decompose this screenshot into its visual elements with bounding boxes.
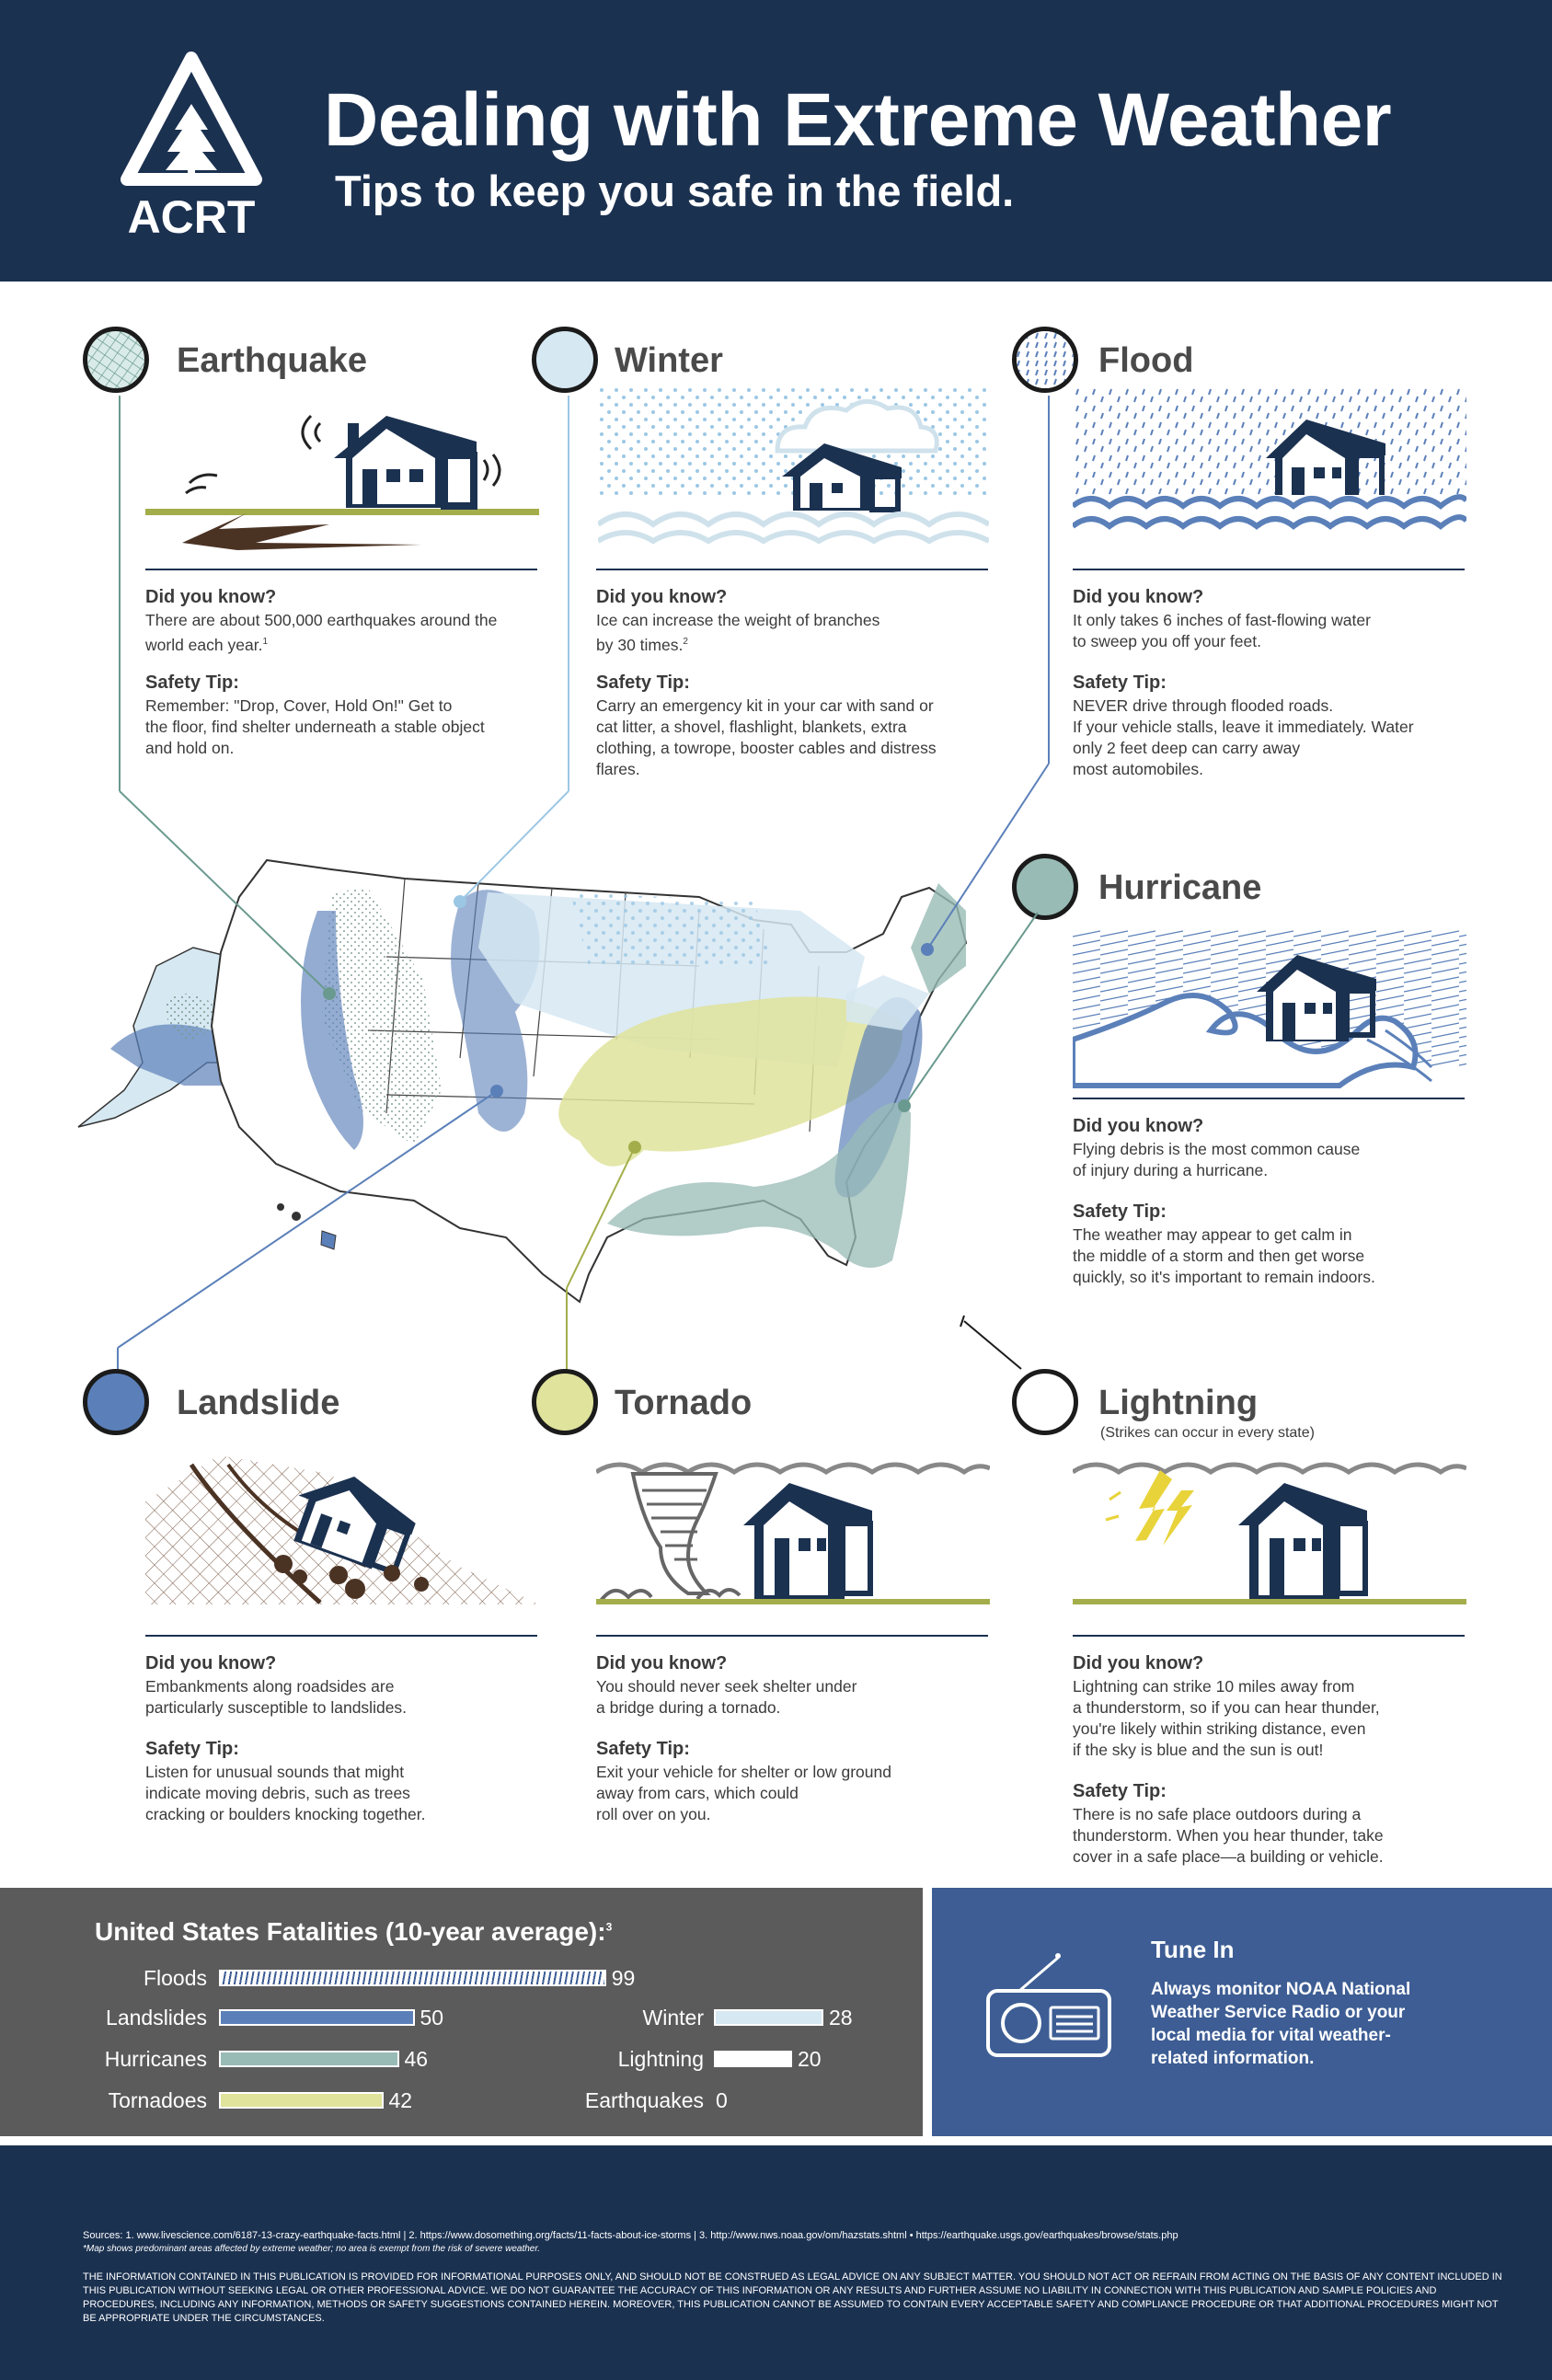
lightning-tip: There is no safe place outdoors during a thunderstorm. When you hear thunder, take cover in a safe place—a building or vehicle. [1073, 1805, 1384, 1866]
winter-fact: Ice can increase the weight of branches by 30 times.$^2$ [596, 611, 880, 654]
bar-label-floods: Floods [143, 1966, 207, 1990]
landslide-tip-label: Safety Tip: [145, 1739, 239, 1759]
bar-value-landslides: 50 [420, 2006, 444, 2029]
sources-text: Sources: 1. www.livescience.com/6187-13-crazy-earthquake-facts.html | 2. https://www.dosomething.org/facts/11-facts-about-ice-storms | 3. http://www.nws.noaa.gov/om/hazstats.shtml • https://earthquake.usgs.gov/earthquakes/browse/stats.php [83, 2230, 1178, 2241]
tune-in-text: Always monitor NOAA National Weather Service Radio or your local media for vital weather-related information. [1151, 1980, 1411, 2068]
landslide-badge-icon [83, 1369, 149, 1435]
tornado-tip: Exit your vehicle for shelter or low ground away from cars, which could roll over on you. [596, 1763, 891, 1823]
page-subtitle: Tips to keep you safe in the field. [335, 167, 1015, 215]
lightning-divider [1073, 1635, 1465, 1637]
bar-label-hurricanes: Hurricanes [104, 2047, 207, 2071]
radio-icon [983, 1939, 1121, 2068]
bar-value-tornadoes: 42 [388, 2088, 413, 2112]
bar-label-earthquakes: Earthquakes [584, 2088, 704, 2112]
hurricane-dyk-label: Did you know? [1073, 1116, 1204, 1136]
tornado-fact: You should never seek shelter under a bridge during a tornado. [596, 1677, 857, 1717]
bar-value-hurricanes: 46 [404, 2047, 429, 2071]
hurricane-fact: Flying debris is the most common cause of injury during a hurricane. [1073, 1140, 1361, 1179]
tornado-badge-icon [532, 1369, 598, 1435]
bar-floods [219, 1970, 606, 1986]
flood-title: Flood [1098, 341, 1194, 380]
map-note: *Map shows predominant areas affected by extreme weather; no area is exempt from the risk of severe weather. [83, 2244, 541, 2254]
landslide-title: Landslide [177, 1384, 340, 1422]
bar-label-tornadoes: Tornadoes [108, 2088, 207, 2112]
flood-tip: NEVER drive through flooded roads. If your vehicle stalls, leave it immediately. Water only 2 feet deep can carry away most automobiles. [1073, 696, 1414, 778]
lightning-dyk-label: Did you know? [1073, 1653, 1204, 1673]
bar-label-lightning: Lightning [617, 2047, 704, 2071]
landslide-house-icon [145, 1446, 539, 1607]
bar-hurricanes [219, 2051, 399, 2067]
tornado-title: Tornado [615, 1384, 753, 1422]
landslide-tip: Listen for unusual sounds that might indicate moving debris, such as trees cracking or boulders knocking together. [145, 1763, 426, 1823]
bar-value-earthquakes: 0 [716, 2088, 728, 2112]
landslide-fact: Embankments along roadsides are particularly susceptible to landslides. [145, 1677, 408, 1717]
flood-tip-label: Safety Tip: [1073, 673, 1167, 693]
earthquake-title: Earthquake [177, 341, 367, 380]
bar-tornadoes [219, 2092, 384, 2109]
tornado-tip-label: Safety Tip: [596, 1739, 690, 1759]
bar-value-winter: 28 [829, 2006, 853, 2029]
tornado-dyk-label: Did you know? [596, 1653, 728, 1673]
tune-in-title: Tune In [1151, 1936, 1235, 1963]
earthquake-tip-label: Safety Tip: [145, 673, 239, 693]
lightning-title: Lightning [1098, 1384, 1259, 1422]
disclaimer-text: THE INFORMATION CONTAINED IN THIS PUBLICATION IS PROVIDED FOR INFORMATIONAL PURPOSES ONLY, AND SHOULD NOT BE CONSTRUED AS LEGAL ADVICE ON ANY SUBJECT MATTER. YOU SHOULD NOT ACT OR REFRAIN FROM ACTING ON THE BASIS OF ANY CONTENT INCLUDED IN THIS PUBLICATION WITHOUT SEEKING LEGAL OR OTHER PROFESSIONAL ADVICE. WE DO NOT GUARANTEE THE ACCURACY OF THIS INFORMATION OR ANY RESULTS AND FURTHER ASSUME NO LIABILITY IN CONNECTION WITH THIS PUBLICATION AND SAMPLE POLICIES AND PROCEDURES, INCLUDING ANY INFORMATION, METHODS OR SAFETY SUGGESTIONS CONTAINED HEREIN. MOREOVER, THIS PUBLICATION CANNOT BE ASSUMED TO CONTAIN EVERY ACCEPTABLE SAFETY AND COMPLIANCE PROCEDURE OR THAT ADDITIONAL PROCEDURES MIGHT NOT BE APPROPRIATE UNDER THE CIRCUMSTANCES. [83, 2271, 1502, 2324]
bar-value-lightning: 20 [798, 2047, 822, 2071]
bar-winter [714, 2009, 823, 2026]
earthquake-dyk-label: Did you know? [145, 587, 277, 607]
bar-label-landslides: Landslides [106, 2006, 207, 2029]
landslide-dyk-label: Did you know? [145, 1653, 277, 1673]
lightning-house-icon [1073, 1454, 1466, 1615]
lightning-tip-label: Safety Tip: [1073, 1781, 1167, 1801]
winter-tip-label: Safety Tip: [596, 673, 690, 693]
winter-title: Winter [615, 341, 723, 380]
lightning-badge-icon [1012, 1369, 1078, 1435]
earthquake-fact: There are about 500,000 earthquakes around the world each year.$^1$ [145, 611, 498, 654]
logo-text: ACRT [127, 191, 256, 239]
bar-lightning [714, 2051, 792, 2067]
tornado-house-icon [596, 1454, 990, 1615]
winter-tip: Carry an emergency kit in your car with sand or cat litter, a shovel, flashlight, blankets, extra clothing, a towrope, booster cables and distress flares. [596, 696, 937, 778]
tornado-divider [596, 1635, 988, 1637]
flood-dyk-label: Did you know? [1073, 587, 1204, 607]
flood-fact: It only takes 6 inches of fast-flowing water to sweep you off your feet. [1073, 611, 1371, 650]
hurricane-tip: The weather may appear to get calm in the middle of a storm and then get worse quickly, so it's important to remain indoors. [1073, 1225, 1375, 1286]
landslide-divider [145, 1635, 537, 1637]
bar-landslides [219, 2009, 415, 2026]
fatalities-title: United States Fatalities (10-year average):$^3$ [95, 1917, 613, 1946]
lightning-fact: Lightning can strike 10 miles away from a thunderstorm, so if you can hear thunder, you're likely within striking distance, even if the sky is blue and the sun is out! [1073, 1677, 1380, 1759]
bar-label-winter: Winter [642, 2006, 704, 2029]
footer [0, 2145, 1552, 2380]
winter-dyk-label: Did you know? [596, 587, 728, 607]
hurricane-tip-label: Safety Tip: [1073, 1201, 1167, 1222]
hurricane-title: Hurricane [1098, 868, 1262, 907]
lightning-note: (Strikes can occur in every state) [1100, 1425, 1315, 1441]
earthquake-tip: Remember: "Drop, Cover, Hold On!" Get to the floor, find shelter underneath a stable object and hold on. [145, 696, 485, 757]
bar-value-floods: 99 [611, 1966, 636, 1990]
page-title: Dealing with Extreme Weather [324, 78, 1392, 162]
